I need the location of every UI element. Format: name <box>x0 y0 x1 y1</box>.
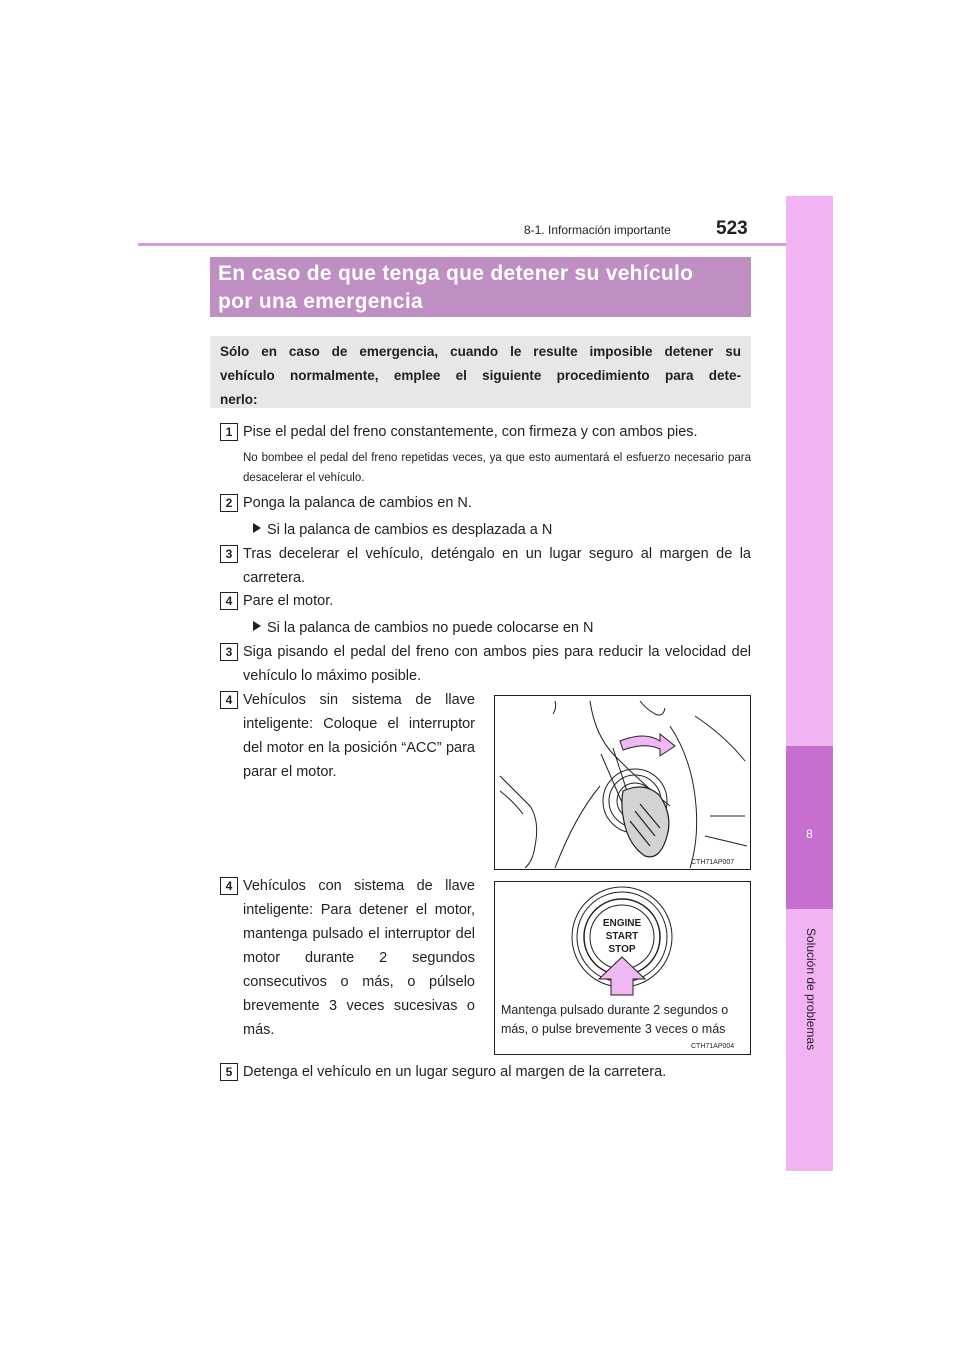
step-text: Siga pisando el pedal del freno con ambos pies para reducir la velocidad del vehículo lo máximo posible. <box>243 644 751 684</box>
step-number: 5 <box>220 1063 238 1081</box>
title-line-1: En caso de que tenga que detener su vehículo <box>218 262 694 285</box>
step-number: 4 <box>220 691 238 709</box>
bullet-arrow-icon <box>253 523 261 533</box>
button-label-engine: ENGINE <box>602 918 642 929</box>
intro-line-2: vehículo normalmente, emplee el siguiente procedimiento para dete- <box>220 368 741 383</box>
figure-caption-line-2: más, o pulse brevemente 3 veces o más <box>501 1022 726 1036</box>
step-text: Pare el motor. <box>243 593 334 609</box>
header-rule <box>138 243 833 246</box>
intro-box <box>210 336 751 408</box>
step-number: 2 <box>220 494 238 512</box>
condition-bullet <box>243 616 593 640</box>
chapter-number: 8 <box>806 827 813 841</box>
step-text: Vehículos sin sistema de llave inteligente: Coloque el interruptor del motor en la posición “ACC” para parar el motor. <box>243 692 475 780</box>
section-title: 8-1. Información importante <box>524 223 671 237</box>
step-number: 1 <box>220 423 238 441</box>
page-number: 523 <box>716 218 748 239</box>
step-note: No bombee el pedal del freno repetidas veces, ya que esto aumentará el esfuerzo necesario para desacelerar el vehículo. <box>243 452 751 484</box>
bullet-text: Si la palanca de cambios no puede colocarse en N <box>267 620 594 636</box>
step-text: Ponga la palanca de cambios en N. <box>243 495 472 511</box>
engine-button-figure <box>494 881 751 1055</box>
figure-code: CTH71AP004 <box>691 1043 735 1050</box>
intro-line-3: nerlo: <box>220 392 258 407</box>
bullet-arrow-icon <box>253 621 261 631</box>
figure-code: CTH71AP007 <box>691 859 735 866</box>
step-number: 4 <box>220 877 238 895</box>
page-title <box>210 257 751 317</box>
button-label-stop: STOP <box>608 944 636 955</box>
step-text: Tras decelerar el vehículo, deténgalo en un lugar seguro al margen de la carretera. <box>243 546 751 586</box>
ignition-key-figure <box>494 695 751 870</box>
chapter-label: Solución de problemas <box>804 928 818 1051</box>
figure-caption-line-1: Mantenga pulsado durante 2 segundos o <box>501 1003 729 1017</box>
engine-button-illustration <box>495 882 750 1054</box>
ignition-key-illustration <box>495 696 750 869</box>
bullet-text: Si la palanca de cambios es desplazada a N <box>267 522 553 538</box>
press-arrow-icon <box>599 957 645 995</box>
step-number: 4 <box>220 592 238 610</box>
intro-line-1: Sólo en caso de emergencia, cuando le resulte imposible detener su <box>220 344 741 359</box>
step-number: 3 <box>220 545 238 563</box>
step-text: Vehículos con sistema de llave inteligente: Para detener el motor, mantenga pulsado el interruptor del motor durante 2 segundos consecutivos o más, o púlselo brevemente 3 veces sucesivas o más. <box>243 878 475 1038</box>
button-label-start: START <box>605 931 639 942</box>
step-text: Detenga el vehículo en un lugar seguro al margen de la carretera. <box>243 1064 667 1080</box>
condition-bullet <box>243 518 552 542</box>
title-line-2: por una emergencia <box>218 290 423 313</box>
step-number: 3 <box>220 643 238 661</box>
step-text: Pise el pedal del freno constantemente, con firmeza y con ambos pies. <box>243 424 698 440</box>
